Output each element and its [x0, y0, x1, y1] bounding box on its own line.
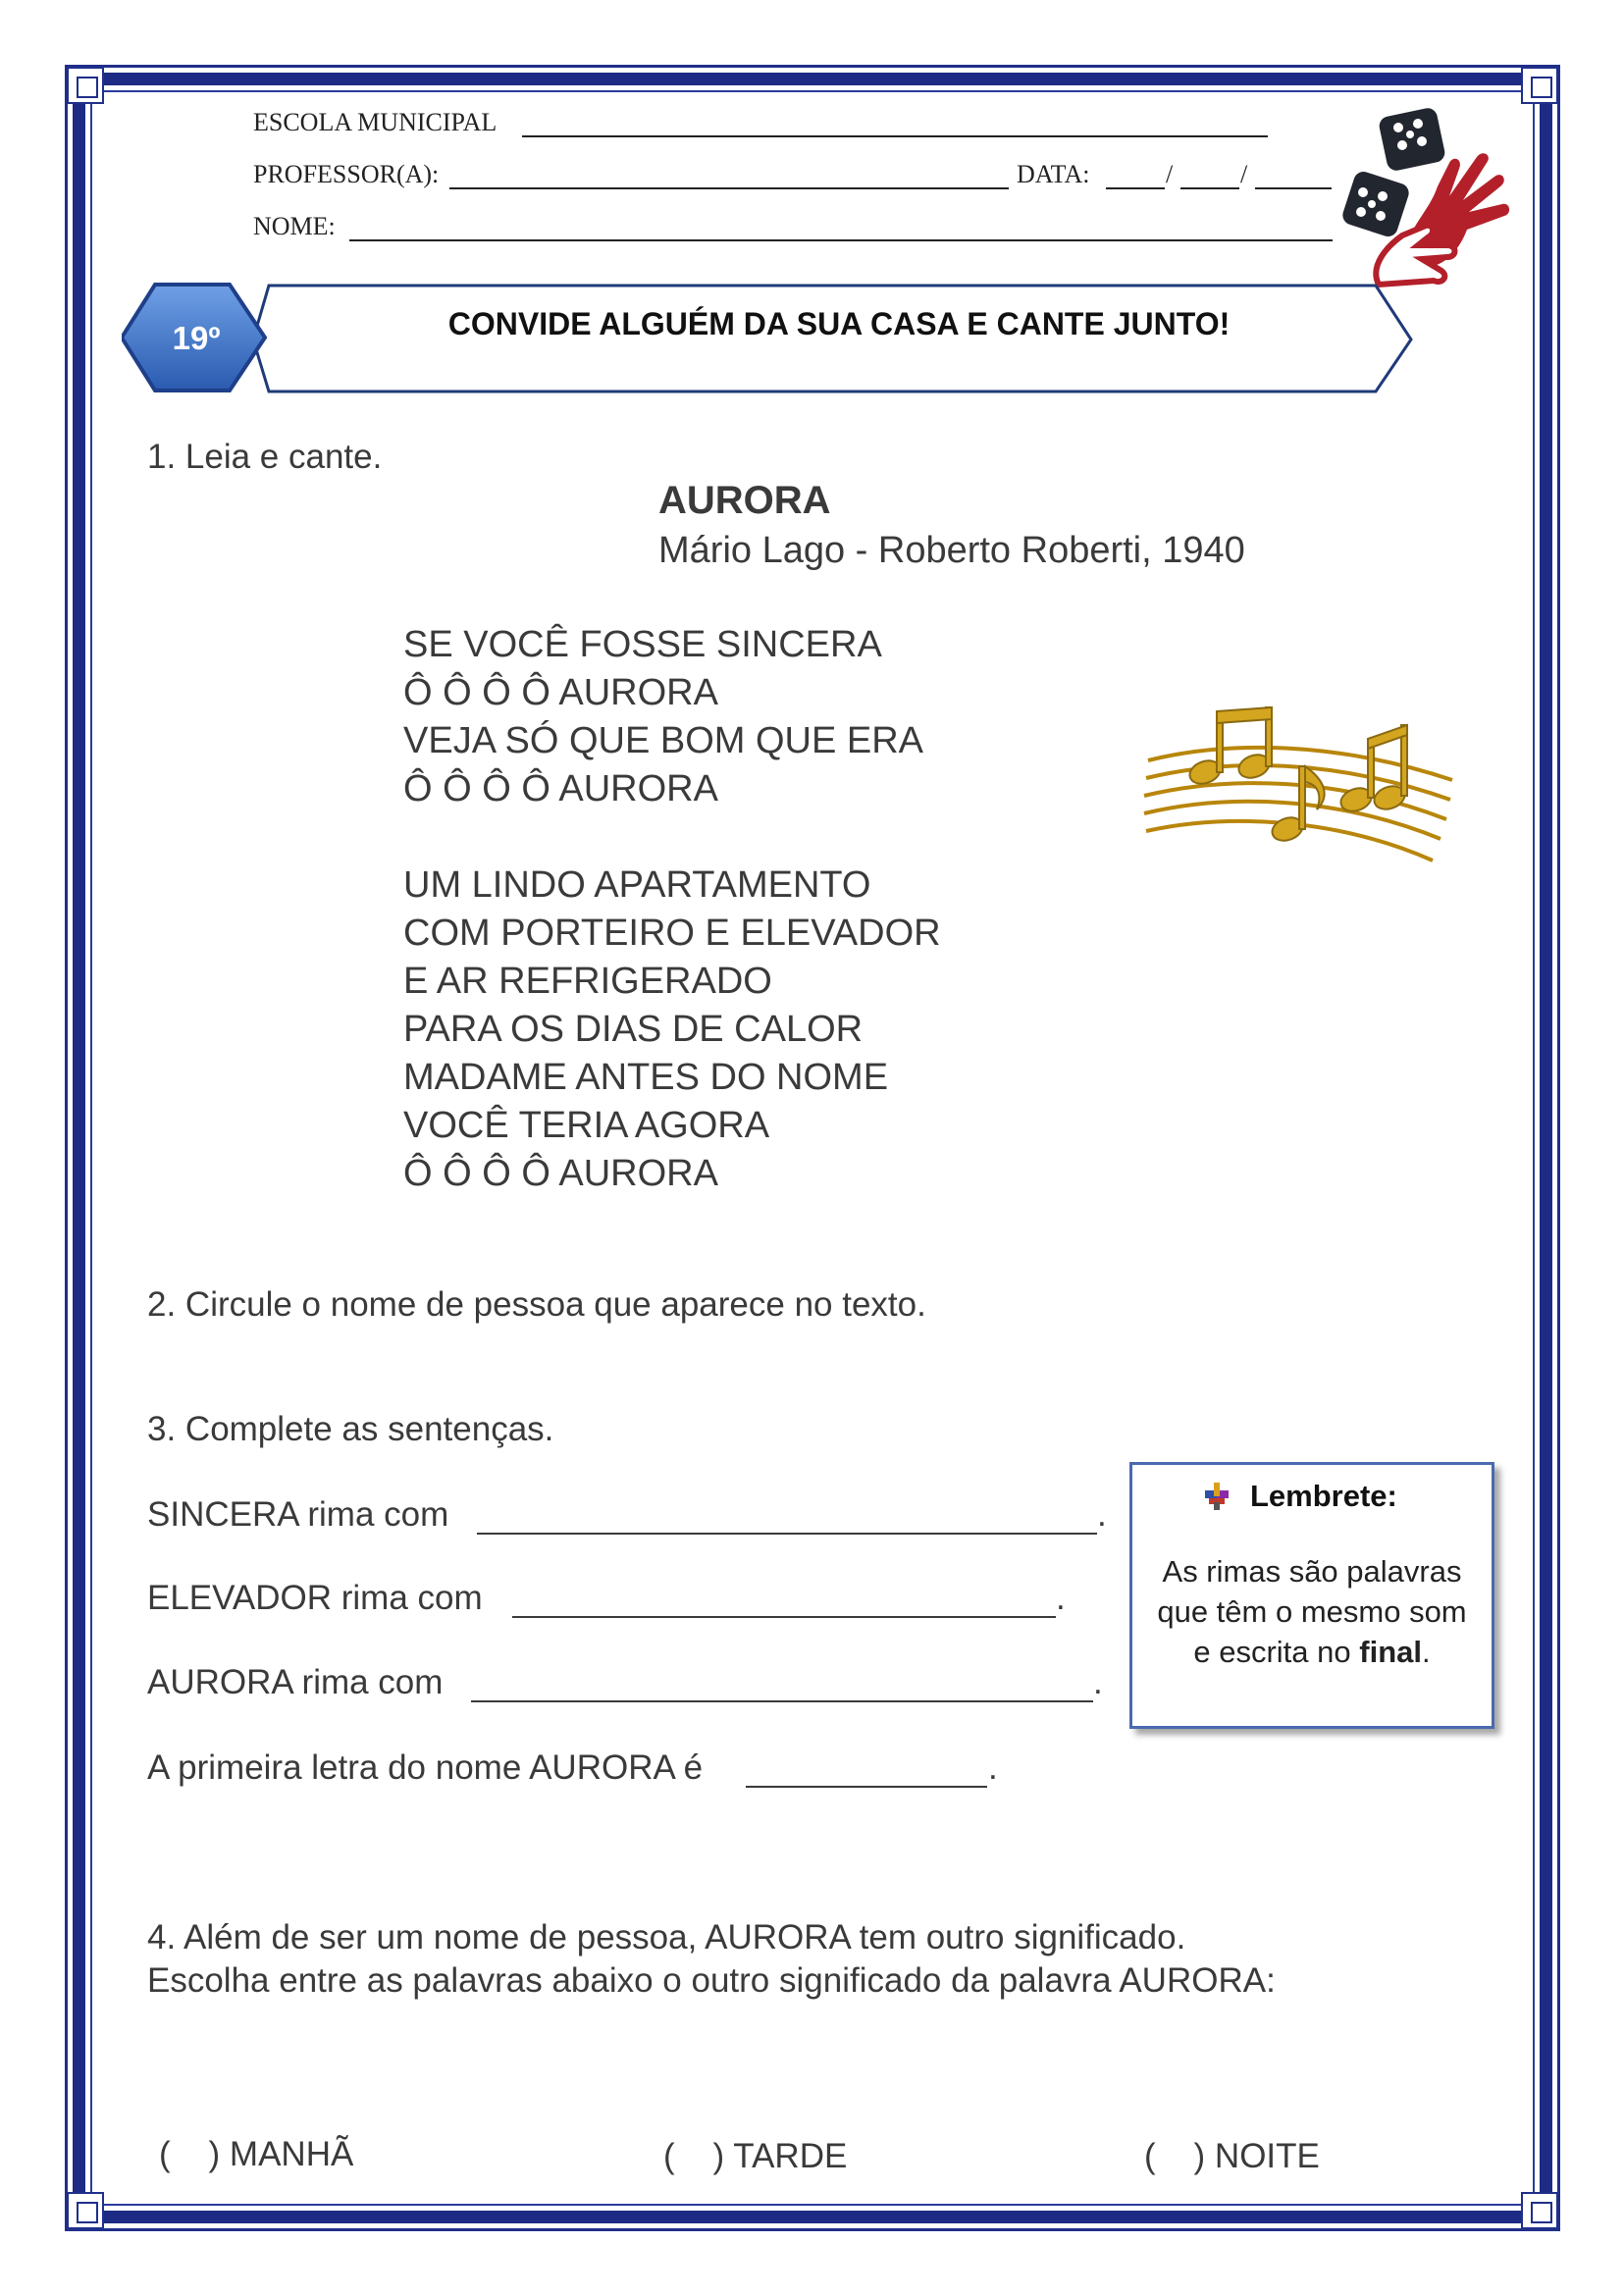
lyrics-stanza-1 — [403, 621, 923, 813]
question-1-prompt: 1. Leia e cante. — [147, 438, 383, 476]
reminder-box — [1129, 1462, 1494, 1729]
lyric-line: Ô Ô Ô Ô AURORA — [403, 672, 718, 713]
first-letter-answer[interactable] — [746, 1786, 987, 1788]
lyric-line: E AR REFRIGERADO — [403, 961, 772, 1002]
bullet-icon — [1203, 1483, 1231, 1510]
rhyme-sincera-label: SINCERA rima com — [147, 1495, 449, 1534]
reminder-title: Lembrete: — [1250, 1479, 1397, 1513]
lyric-line: MADAME ANTES DO NOME — [403, 1057, 889, 1098]
option-manha[interactable]: ( ) MANHÃ — [159, 2135, 354, 2173]
lyric-line: PARA OS DIAS DE CALOR — [403, 1009, 864, 1050]
name-label: NOME: — [253, 212, 336, 240]
corner-ornament — [67, 2192, 104, 2229]
date-separator: / — [1240, 160, 1248, 188]
teacher-input-line[interactable] — [449, 187, 1009, 189]
first-letter-label: A primeira letra do nome AURORA é — [147, 1748, 704, 1787]
song-title: AURORA — [658, 479, 831, 522]
reminder-end: . — [1422, 1635, 1431, 1669]
lyric-line: UM LINDO APARTAMENTO — [403, 864, 871, 906]
date-day-line[interactable] — [1106, 187, 1165, 189]
lyric-line: SE VOCÊ FOSSE SINCERA — [403, 624, 882, 665]
question-4-line-2: Escolha entre as palavras abaixo o outro significado da palavra AURORA: — [147, 1961, 1276, 2000]
question-2-prompt: 2. Circule o nome de pessoa que aparece no texto. — [147, 1285, 926, 1324]
song-author: Mário Lago - Roberto Roberti, 1940 — [658, 530, 1245, 571]
lyric-line: VOCÊ TERIA AGORA — [403, 1105, 770, 1146]
reminder-bold-word: final — [1359, 1635, 1422, 1669]
corner-ornament — [1521, 2192, 1558, 2229]
period: . — [1097, 1495, 1107, 1534]
reminder-text: As rimas são palavras que têm o mesmo som e escrita no — [1157, 1554, 1467, 1669]
date-month-line[interactable] — [1180, 187, 1239, 189]
date-label: DATA: — [1017, 160, 1090, 188]
dice-hands-illustration — [1339, 98, 1516, 304]
rhyme-aurora-answer[interactable] — [471, 1700, 1093, 1702]
period: . — [1093, 1663, 1103, 1701]
reminder-body — [1146, 1551, 1478, 1672]
lyric-line: Ô Ô Ô Ô AURORA — [403, 1153, 718, 1194]
option-tarde[interactable]: ( ) TARDE — [663, 2137, 848, 2175]
corner-ornament — [1521, 67, 1558, 104]
question-4-line-1: 4. Além de ser um nome de pessoa, AURORA tem outro significado. — [147, 1918, 1186, 1956]
teacher-label: PROFESSOR(A): — [253, 160, 440, 188]
lyric-line: COM PORTEIRO E ELEVADOR — [403, 913, 941, 954]
lyric-line: Ô Ô Ô Ô AURORA — [403, 768, 718, 809]
date-year-line[interactable] — [1255, 187, 1332, 189]
lyrics-stanza-2 — [403, 861, 941, 1198]
corner-ornament — [67, 67, 104, 104]
lesson-number: 19º — [172, 320, 221, 356]
period: . — [1056, 1579, 1066, 1617]
music-notes-icon — [1138, 702, 1462, 878]
rhyme-elevador-label: ELEVADOR rima com — [147, 1579, 483, 1617]
school-input-line[interactable] — [522, 135, 1268, 137]
school-label: ESCOLA MUNICIPAL — [253, 108, 498, 136]
rhyme-sincera-answer[interactable] — [477, 1533, 1097, 1535]
name-input-line[interactable] — [349, 239, 1333, 241]
option-noite[interactable]: ( ) NOITE — [1144, 2137, 1320, 2175]
rhyme-elevador-answer[interactable] — [512, 1616, 1056, 1618]
period: . — [988, 1748, 998, 1787]
rhyme-aurora-label: AURORA rima com — [147, 1663, 444, 1701]
banner-title: CONVIDE ALGUÉM DA SUA CASA E CANTE JUNTO! — [447, 306, 1231, 341]
lyric-line: VEJA SÓ QUE BOM QUE ERA — [403, 720, 924, 761]
question-3-prompt: 3. Complete as sentenças. — [147, 1410, 554, 1448]
date-separator: / — [1166, 160, 1174, 188]
